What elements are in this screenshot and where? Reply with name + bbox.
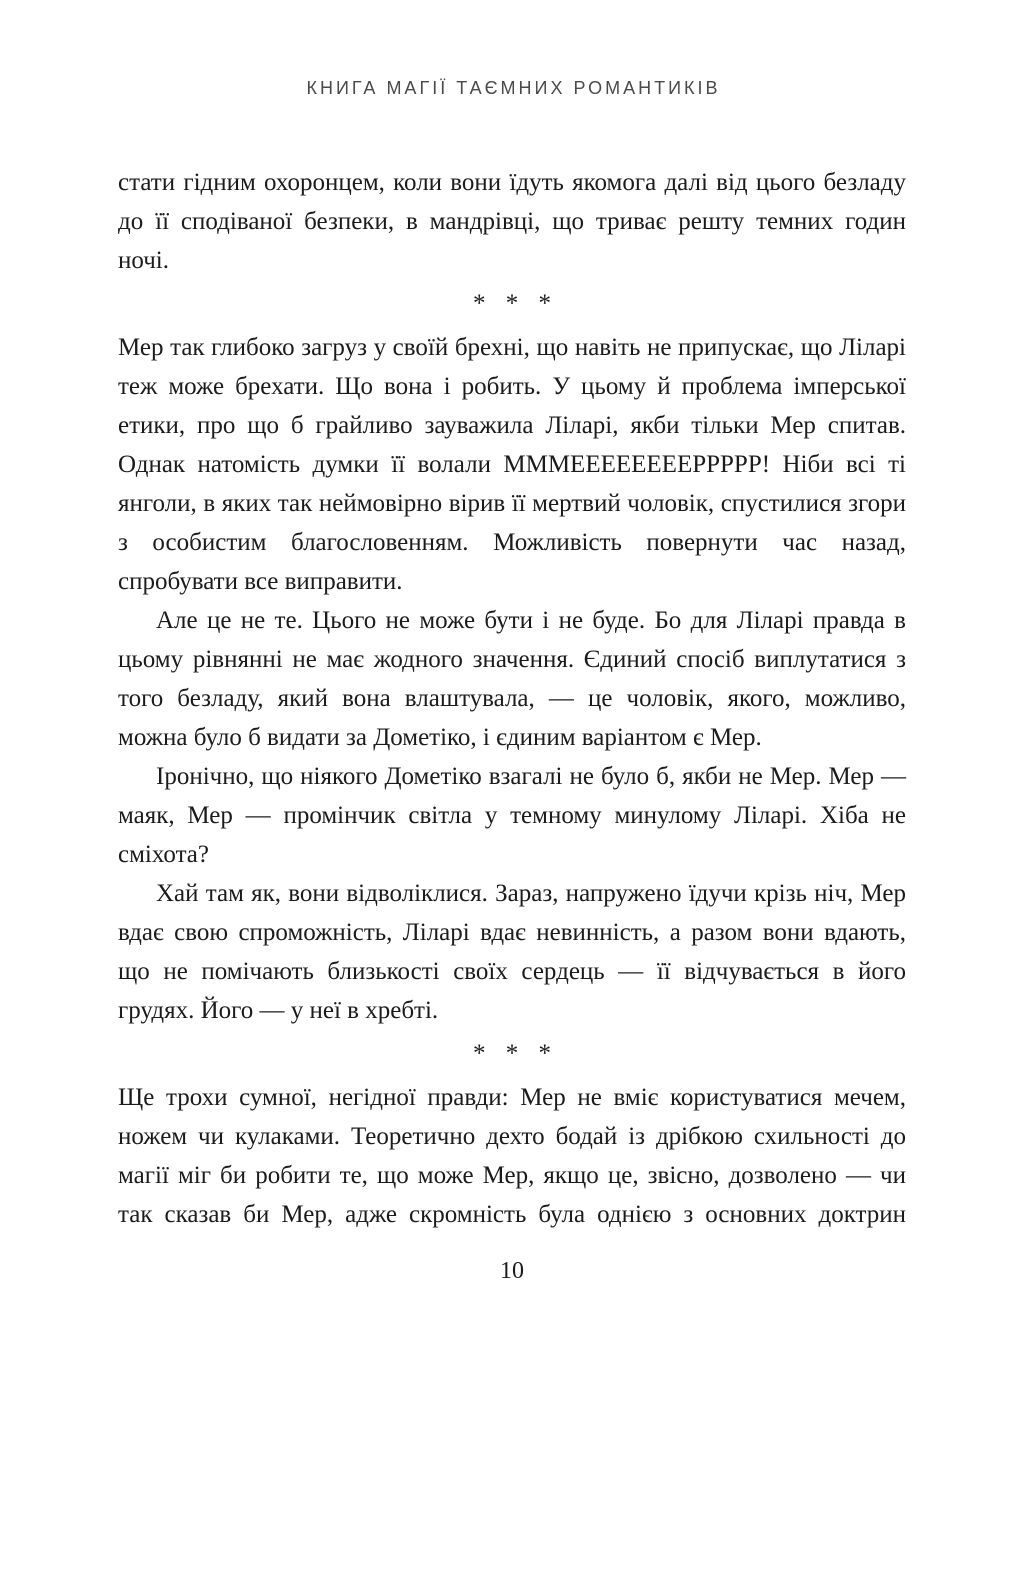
- paragraph: Мер так глибоко загруз у своїй брехні, що навіть не припускає, що Ліларі теж може брехати. Що вона і робить. У цьому й проблема імперської етики, про що б грайливо зауважила Ліларі, якби тільки Мер спитав. Однак натомість думки її волали МММЕЕЕЕЕЕЕЕРРРРР! Ніби всі ті янголи, в яких так неймовірно вірив її мертвий чоловік, спустилися згори з особистим благословенням. Можливість повернути час назад, спробувати все виправити.: [118, 334, 906, 595]
- paragraph: Але це не те. Цього не може бути і не буде. Бо для Ліларі правда в цьому рівнянні не має жодного значення. Єдиний спосіб виплутатися з того безладу, який вона влаштувала, — це чоловік, якого, можливо, можна було б видати за Дометіко, і єдиним варіантом є Мер.: [118, 607, 906, 751]
- paragraph-continuation: стати гідним охоронцем, коли вони їдуть якомога далі від цього безладу до її сподіваної безпеки, в мандрівці, що триває решту темних годин ночі.: [118, 169, 906, 274]
- page-number: 10: [500, 1258, 524, 1284]
- section-separator: * * *: [473, 1040, 551, 1067]
- paragraph: Ще трохи сумної, негідної правди: Мер не вміє користуватися мечем, ножем чи кулаками. Теоретично дехто бодай із дрібкою схильності до магії міг би робити те, що може Мер, якщо це, звісно, дозволено — чи так сказав би Мер, адже скромність була однією з основних доктрин: [118, 1084, 906, 1228]
- paragraph: Іронічно, що ніякого Дометіко взагалі не було б, якби не Мер. Мер — маяк, Мер — промінчик світла у темному минулому Ліларі. Хіба не сміхота?: [118, 763, 906, 868]
- page-body: [118, 163, 906, 1234]
- section-separator: * * *: [473, 290, 551, 317]
- paragraph: Хай там як, вони відволіклися. Зараз, напружено їдучи крізь ніч, Мер вдає свою спроможність, Ліларі вдає невинність, а разом вони вдають, що не помічають близькості своїх сердець — її відчувається в його грудях. Його — у неї в хребті.: [118, 880, 906, 1024]
- running-head: КНИГА МАГІЇ ТАЄМНИХ РОМАНТИКІВ: [306, 78, 721, 98]
